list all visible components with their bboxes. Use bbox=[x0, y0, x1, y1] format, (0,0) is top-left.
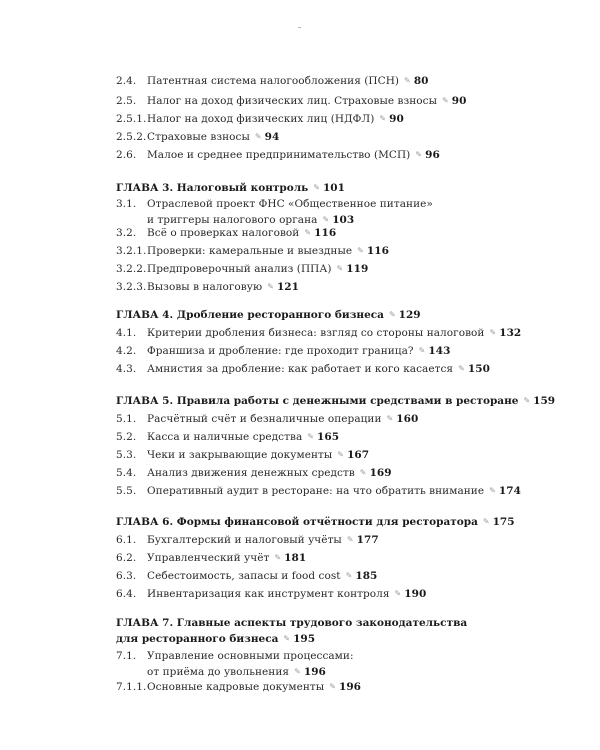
entry-page-number: 121 bbox=[276, 281, 300, 293]
entry-page-number: 96 bbox=[425, 149, 440, 161]
entry-page-number: 90 bbox=[389, 113, 404, 125]
chapter-5-heading[interactable] bbox=[116, 393, 586, 409]
entry-number: 2.6. bbox=[116, 149, 137, 161]
pencil-icon: ✎ bbox=[322, 215, 330, 224]
entry-page-number: 196 bbox=[303, 666, 326, 678]
chapter-4-heading[interactable] bbox=[116, 307, 586, 323]
entry-number: 2.5. bbox=[116, 95, 137, 107]
chapter-page-number: 175 bbox=[492, 516, 515, 528]
entry-number: 6.1. bbox=[116, 534, 137, 546]
entry-number: 6.3. bbox=[116, 570, 137, 582]
chapter-page-number: 101 bbox=[322, 182, 345, 194]
chapter-page-number: 159 bbox=[533, 395, 556, 407]
pencil-icon: ✎ bbox=[336, 264, 344, 273]
entry-page-number: 177 bbox=[356, 534, 379, 546]
page-mark bbox=[298, 27, 301, 28]
chapter-page-number: 195 bbox=[293, 633, 316, 645]
chapter-7-heading[interactable] bbox=[116, 615, 586, 647]
entry-number: 7.1.1. bbox=[116, 681, 147, 693]
entry-title: от приёма до увольнения bbox=[147, 666, 290, 678]
pencil-icon: ✎ bbox=[329, 682, 336, 691]
entry-title: Чеки и закрывающие документы bbox=[147, 449, 333, 461]
entry-number: 3.1. bbox=[116, 198, 137, 210]
entry-title: Патентная система налогообложения (ПСН) bbox=[147, 75, 400, 87]
chapter-title: ГЛАВА 7. Главные аспекты трудового законодательства bbox=[116, 617, 468, 629]
entry-page-number: 119 bbox=[346, 263, 369, 275]
pencil-icon: ✎ bbox=[304, 228, 312, 237]
entry-number: 2.5.2. bbox=[116, 131, 147, 143]
entry-page-number: 90 bbox=[451, 95, 467, 107]
entry-page-number: 167 bbox=[347, 449, 370, 461]
entry-number: 3.2.1. bbox=[116, 245, 147, 257]
entry-number: 4.2. bbox=[116, 345, 137, 357]
pencil-icon: ✎ bbox=[337, 450, 345, 459]
entry-page-number: 143 bbox=[428, 345, 451, 357]
entry-title: Амнистия за дробление: как работает и кого касается bbox=[147, 363, 454, 375]
pencil-icon: ✎ bbox=[346, 535, 354, 544]
entry-page-number: 80 bbox=[413, 75, 429, 87]
entry-title: Управленческий учёт bbox=[147, 552, 270, 564]
pencil-icon: ✎ bbox=[274, 553, 282, 562]
entry-title: Управление основными процессами: bbox=[147, 650, 354, 662]
entry-page-number: 160 bbox=[396, 413, 419, 425]
entry-page-number: 165 bbox=[317, 431, 340, 443]
entry-page-number: 181 bbox=[284, 552, 307, 564]
entry-number: 3.2. bbox=[116, 227, 137, 239]
entry-title: Предпроверочный анализ (ППА) bbox=[147, 263, 332, 275]
entry-number: 6.2. bbox=[116, 552, 137, 564]
pencil-icon: ✎ bbox=[294, 667, 301, 676]
pencil-icon: ✎ bbox=[489, 486, 496, 495]
entry-page-number: 196 bbox=[338, 681, 362, 693]
pencil-icon: ✎ bbox=[442, 96, 449, 105]
entry-number: 3.2.2. bbox=[116, 263, 147, 275]
entry-title: Налог на доход физических лиц. Страховые взносы bbox=[147, 95, 438, 107]
entry-number: 5.5. bbox=[116, 485, 137, 497]
entry-title: Отраслевой проект ФНС «Общественное питание» bbox=[147, 198, 433, 210]
pencil-icon: ✎ bbox=[458, 364, 465, 373]
entry-page-number: 174 bbox=[498, 485, 521, 497]
pencil-icon: ✎ bbox=[388, 310, 396, 319]
chapter-title: ГЛАВА 5. Правила работы с денежными средствами в ресторане bbox=[116, 395, 519, 407]
entry-page-number: 132 bbox=[499, 327, 522, 339]
entry-number: 5.3. bbox=[116, 449, 137, 461]
entry-title: Налог на доход физических лиц (НДФЛ) bbox=[147, 113, 375, 125]
entry-page-number: 150 bbox=[467, 363, 490, 375]
entry-page-number: 116 bbox=[314, 227, 337, 239]
pencil-icon: ✎ bbox=[489, 328, 497, 337]
pencil-icon: ✎ bbox=[254, 132, 262, 141]
pencil-icon: ✎ bbox=[523, 396, 531, 405]
pencil-icon: ✎ bbox=[418, 346, 426, 355]
entry-number: 5.2. bbox=[116, 431, 137, 443]
entry-title: Проверки: камеральные и выездные bbox=[147, 245, 353, 257]
entry-number: 6.4. bbox=[116, 588, 137, 600]
entry-page-number: 185 bbox=[355, 570, 378, 582]
entry-title: Всё о проверках налоговой bbox=[147, 227, 300, 239]
pencil-icon: ✎ bbox=[267, 282, 274, 291]
chapter-title: ГЛАВА 3. Налоговый контроль bbox=[116, 182, 309, 194]
pencil-icon: ✎ bbox=[415, 150, 423, 159]
pencil-icon: ✎ bbox=[386, 414, 394, 423]
entry-title: Оперативный аудит в ресторане: на что обратить внимание bbox=[147, 485, 485, 497]
pencil-icon: ✎ bbox=[359, 468, 367, 477]
pencil-icon: ✎ bbox=[404, 76, 411, 85]
entry-page-number: 116 bbox=[366, 245, 389, 257]
entry-title: Бухгалтерский и налоговый учёты bbox=[147, 534, 342, 546]
entry-number: 3.2.3. bbox=[116, 281, 147, 293]
pencil-icon: ✎ bbox=[307, 432, 315, 441]
pencil-icon: ✎ bbox=[357, 246, 364, 255]
pencil-icon: ✎ bbox=[283, 634, 291, 643]
chapter-title: ГЛАВА 4. Дробление ресторанного бизнеса bbox=[116, 309, 384, 321]
entry-page-number: 94 bbox=[264, 131, 280, 143]
entry-page-number: 103 bbox=[332, 214, 355, 226]
chapter-3-heading[interactable] bbox=[116, 180, 586, 196]
entry-page-number: 190 bbox=[404, 588, 427, 600]
entry-title: Страховые взносы bbox=[147, 131, 250, 143]
entry-title: Франшиза и дробление: где проходит граница? bbox=[147, 345, 414, 357]
pencil-icon: ✎ bbox=[379, 114, 387, 123]
chapter-title: для ресторанного бизнеса bbox=[116, 633, 279, 645]
entry-number: 7.1. bbox=[116, 650, 137, 662]
entry-number: 2.5.1. bbox=[116, 113, 147, 125]
entry-title: и триггеры налогового органа bbox=[147, 214, 318, 226]
chapter-title: ГЛАВА 6. Формы финансовой отчётности для ресторатора bbox=[116, 516, 478, 528]
entry-number: 4.1. bbox=[116, 327, 137, 339]
entry-title: Касса и наличные средства bbox=[147, 431, 303, 443]
entry-number: 2.4. bbox=[116, 75, 137, 87]
entry-number: 5.1. bbox=[116, 413, 137, 425]
entry-title: Критерии дробления бизнеса: взгляд со стороны налоговой bbox=[147, 327, 485, 339]
pencil-icon: ✎ bbox=[482, 517, 490, 526]
entry-title: Расчётный счёт и безналичные операции bbox=[147, 413, 382, 425]
entry-title: Инвентаризация как инструмент контроля bbox=[147, 588, 390, 600]
entry-title: Анализ движения денежных средств bbox=[147, 467, 355, 479]
pencil-icon: ✎ bbox=[313, 183, 320, 192]
entry-title: Себестоимость, запасы и food cost bbox=[147, 570, 341, 582]
entry-title: Основные кадровые документы bbox=[147, 681, 325, 693]
entry-number: 4.3. bbox=[116, 363, 137, 375]
chapter-6-heading[interactable] bbox=[116, 514, 586, 530]
entry-title: Малое и среднее предпринимательство (МСП) bbox=[147, 149, 411, 161]
entry-number: 5.4. bbox=[116, 467, 137, 479]
entry-title: Вызовы в налоговую bbox=[147, 281, 263, 293]
pencil-icon: ✎ bbox=[345, 571, 353, 580]
chapter-page-number: 129 bbox=[398, 309, 421, 321]
entry-page-number: 169 bbox=[369, 467, 392, 479]
pencil-icon: ✎ bbox=[394, 589, 402, 598]
